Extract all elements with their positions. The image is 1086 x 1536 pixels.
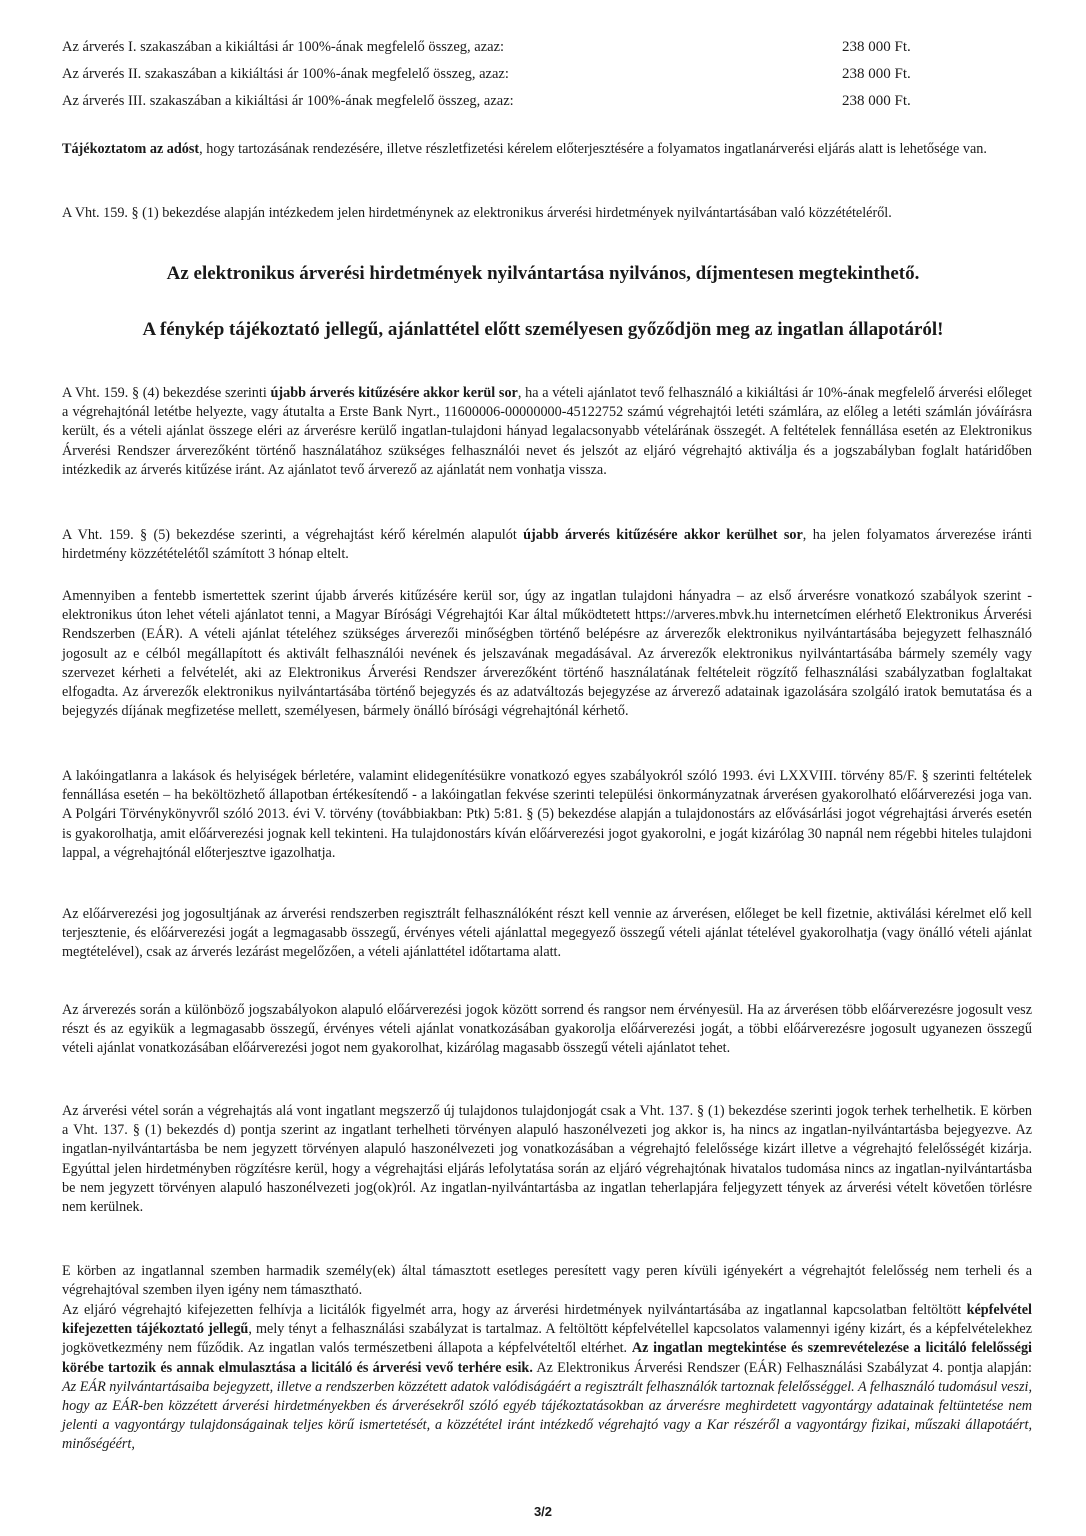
third-party-paragraph: E körben az ingatlannal szemben harmadik személy(ek) által támasztott esetleges peresített vagy peren kívüli igényekért a végrehajtót felelősség nem terheli és a végrehajtóval szemben ilyen igény nem támasztható. <box>62 1263 1032 1299</box>
ear-paragraph: Amennyiben a fentebb ismertettek szerint újabb árverés kitűzésére kerül sor, úgy az ingatlan tulajdoni hányadra – az első árverésre vonatkozó szabályok szerint - elektronikus úton lehet vételi ajánlatot tenni, a Magyar Bírósági Végrehajtói Kar által működtetett https://arveres.mbvk.hu internetcímen elérhető Elektronikus Árverési Rendszerben (EÁR). A vételi ajánlat tételéhez szükséges árverezői minőségben történő belépésre az árverezők elektronikus nyilvántartásába bejegyzett felhasználó jogosult az e célból megállapított és aktivált felhasználói nevének és jelszavának megadásával. Az árverezők elektronikus nyilvántartásába bármely személy vagy szervezet kérheti a felvételét, aki az Elektronikus Árverési Rendszer árverezőként történő használatának feltételeit rögzítő felhasználási szabályzatban foglaltakat elfogadta. Az árverezők elektronikus nyilvántartásába történő bejegyzés és az adatváltozás bejegyzése az árverező adatainak igazolására szolgáló iratok bemutatása és a bejegyzés díjának megfizetése mellett, személyesen, bármely önálló bírósági végrehajtónál kérhető. <box>62 588 1032 720</box>
vht-159-5-text-b: , ha jelen folyamatos árverezése iránti hirdetmény közzétételétől számított 3 hónap eltelt. <box>62 527 1033 563</box>
vht-159-4-text-b: , ha a vételi ajánlatot tevő felhasználó a kikiáltási ár 10%-ának megfelelő árverési előleget a végrehajtónál letétbe helyezte, vagy átutalta a Erste Bank Nyrt., 11600006-00000000-45122752 számú végrehajtói letéti számlára, az előleg a letéti számlán jóváírásra került, és a vételi ajánlat összege eléri az árverésre kerülő ingatlan-tulajdoni hányad legalacsonyabb vételárának összegét. A feltételek fennállása esetén az Elektronikus Árverési Rendszer árverezőként történő használatához szükséges felhasználói nevet és jelszót az eljáró végrehajtó aktiválja és a jogszabályban foglalt határidőben intézkedik az árverés kitűzése iránt. Az ajánlatot tevő árverező az ajánlatát nem vonhatja vissza. <box>62 385 1032 478</box>
preemption-paragraph-3: Az árverezés során a különböző jogszabályokon alapuló előárverezési jogok között sorrend és rangsor nem érvényesül. Ha az árverésen több előárverezésre jogosult vesz részt és az egyikük a legmagasabb összegű, érvényes vételi ajánlat vonatkozásában gyakorolja előárverezési jogát, a többi előárverezésre jogosult ugyanezen összegű vételi ajánlat vonatkozásában előárverezési jogot nem gyakorolhat, kizárólag magasabb összegű vételi ajánlatot tehet. <box>62 1002 1032 1057</box>
encumbrance-paragraph: Az árverési vétel során a végrehajtás alá vont ingatlant megszerző új tulajdonos tulajdonjogát csak a Vht. 137. § (1) bekezdése szerinti jogok terhek terhelhetik. E körben a Vht. 137. § (1) bekezdés d) pontja szerint az ingatlant terhelheti törvényen alapuló haszonélvezeti jog akkor is, ha nincs az ingatlan-nyilvántartásba bejegyezve. Az ingatlan-nyilvántartásba be nem jegyzett törvényen alapuló haszonélvezeti jog vonatkozásában a végrehajtó felelőssége kizárt illetve a végrehajtó felelősségét kizárja. Egyúttal jelen hirdetményben rögzítésre kerül, hogy a végrehajtási eljárás lefolytatása során az eljáró végrehajtónak hivatalos tudomása nincs az ingatlan-nyilvántartásba be nem jegyzett törvényen alapuló haszonélvezeti jog(ok)ról. Az ingatlan-nyilvántartásba az ingatlan teherlapjára feljegyzett tények az árverési vételt követően törlésre nem kerülnek. <box>62 1103 1032 1216</box>
price-label: Az árverés I. szakaszában a kikiáltási ár 100%-ának megfelelő összeg, azaz: <box>62 39 505 55</box>
photo-notice-paragraph <box>62 1301 1032 1455</box>
debtor-notice-text: , hogy tartozásának rendezésére, illetve részletfizetési kérelem előterjesztésére a folyamatos ingatlanárverési eljárás alatt is lehetősége van. <box>199 141 987 157</box>
price-amount: 238 000 Ft. <box>842 39 911 55</box>
photo-notice-bold-2: Az ingatlan megtekintése és szemrevételezése a licitáló felelősségi körébe tartozik és annak elmulasztása a licitáló és árverési vevő terhére esik. <box>62 1340 1032 1376</box>
page-number: 3/2 <box>533 1504 553 1519</box>
vht-159-5-bold: újabb árverés kitűzésére akkor kerülhet sor <box>523 527 803 543</box>
vht-159-4-paragraph <box>62 384 1032 480</box>
preemption-paragraph-1: A lakóingatlanra a lakások és helyiségek bérletére, valamint elidegenítésükre vonatkozó egyes szabályokról szóló 1993. évi LXXVIII. törvény 85/F. § szerinti feltételek fennállása esetén – ha beköltözhető állapotban értékesítendő - a lakóingatlan fekvése szerinti települési önkormányzatnak árverésen gyakorolható előárverezési joga van. A Polgári Törvénykönyvről szóló 2013. évi V. törvény (továbbiakban: Ptk) 5:81. § (5) bekezdése alapján a tulajdonostárs az elővásárlási jogot végrehajtási árverés esetén is gyakorolhatja, amit előárverezési jognak kell tekinteni. Ha tulajdonostárs kíván előárverezési jogot gyakorolni, e jogát kizárólag 30 napnál nem régebbi hiteles tulajdoni lappal, a végrehajtónál előterjesztve igazolhatja. <box>62 768 1032 861</box>
photo-notice-italic: Az EÁR nyilvántartásaiba bejegyzett, illetve a rendszerben közzétett adatok valódiságáért a regisztrált felhasználók tartoznak felelősséggel. A felhasználó tudomásul veszi, hogy az EÁR-ben közzétett árverési hirdetményekben és árverésekről szóló egyéb tájékoztatásokban az árverésre meghirdetett vagyontárgy adatainak feltüntetése nem jelenti a vagyontárgy tulajdonságainak teljes körű ismertetését, a közzététel iránt intézkedő végrehajtó vagy a Kar részéről a vagyontárgy fizikai, műszaki állapotáért, minőségéért, <box>62 1378 1032 1453</box>
vht-159-5-paragraph <box>62 526 1032 564</box>
headline-photo-disclaimer: A fénykép tájékoztató jellegű, ajánlattétel előtt személyesen győződjön meg az ingatlan állapotáról! <box>142 319 944 340</box>
price-label: Az árverés II. szakaszában a kikiáltási ár 100%-ának megfelelő összeg, azaz: <box>62 66 509 82</box>
debtor-notice-paragraph <box>62 140 1032 159</box>
debtor-notice-bold: Tájékoztatom az adóst <box>62 141 200 157</box>
photo-notice-text-b: , mely tényt a felhasználási szabályzat is tartalmaz. A feltöltött képfelvétellel kapcsolatos valamennyi igény kizárt, és a képfelvételekhez jogkövetkezmény nem fűződik. Az ingatlan valós természetbeni állapota a képfelvételtől eltérhet. <box>62 1321 1032 1357</box>
photo-notice-text-c: Az Elektronikus Árverési Rendszer (EÁR) Felhasználási Szabályzat 4. pontja alapján: <box>532 1359 1033 1376</box>
vht-159-1-paragraph: A Vht. 159. § (1) bekezdése alapján intézkedem jelen hirdetménynek az elektronikus árverési hirdetmények nyilvántartásában való közzétételéről. <box>62 205 892 221</box>
auction-price-row-3 <box>62 90 942 112</box>
auction-price-row-2 <box>62 63 942 85</box>
auction-price-row-1 <box>62 36 942 58</box>
photo-notice-bold-1: képfelvétel kifejezetten tájékoztató jellegű <box>62 1302 1032 1338</box>
vht-159-4-text-a: A Vht. 159. § (4) bekezdése szerinti <box>62 385 271 401</box>
price-label: Az árverés III. szakaszában a kikiáltási ár 100%-ának megfelelő összeg, azaz: <box>62 93 514 109</box>
vht-159-5-text-a: A Vht. 159. § (5) bekezdése szerinti, a végrehajtást kérő kérelmén alapulót <box>62 527 524 543</box>
headline-public-registry: Az elektronikus árverési hirdetmények nyilvántartása nyilvános, díjmentesen megtekinthető. <box>166 263 920 284</box>
vht-159-4-bold: újabb árverés kitűzésére akkor kerül sor <box>270 385 518 401</box>
preemption-paragraph-2: Az előárverezési jog jogosultjának az árverési rendszerben regisztrált felhasználóként részt kell vennie az árverésen, előleget be kell fizetnie, aktiválási kérelmet elő kell terjesztenie, és előárverezési jogát a legmagasabb összegű, érvényes vételi ajánlattal megegyező összegű vételi ajánlat tételével gyakorolhatja (vagy önálló vételi ajánlat megtételével), csak az árverés lezárást megelőzően, a vételi ajánlattétel időtartama alatt. <box>62 906 1032 961</box>
price-amount: 238 000 Ft. <box>842 66 911 82</box>
photo-notice-text-a: Az eljáró végrehajtó kifejezetten felhívja a licitálók figyelmét arra, hogy az árverési hirdetmények nyilvántartásába az ingatlannal kapcsolatban feltöltött <box>62 1302 967 1318</box>
price-amount: 238 000 Ft. <box>842 93 911 109</box>
